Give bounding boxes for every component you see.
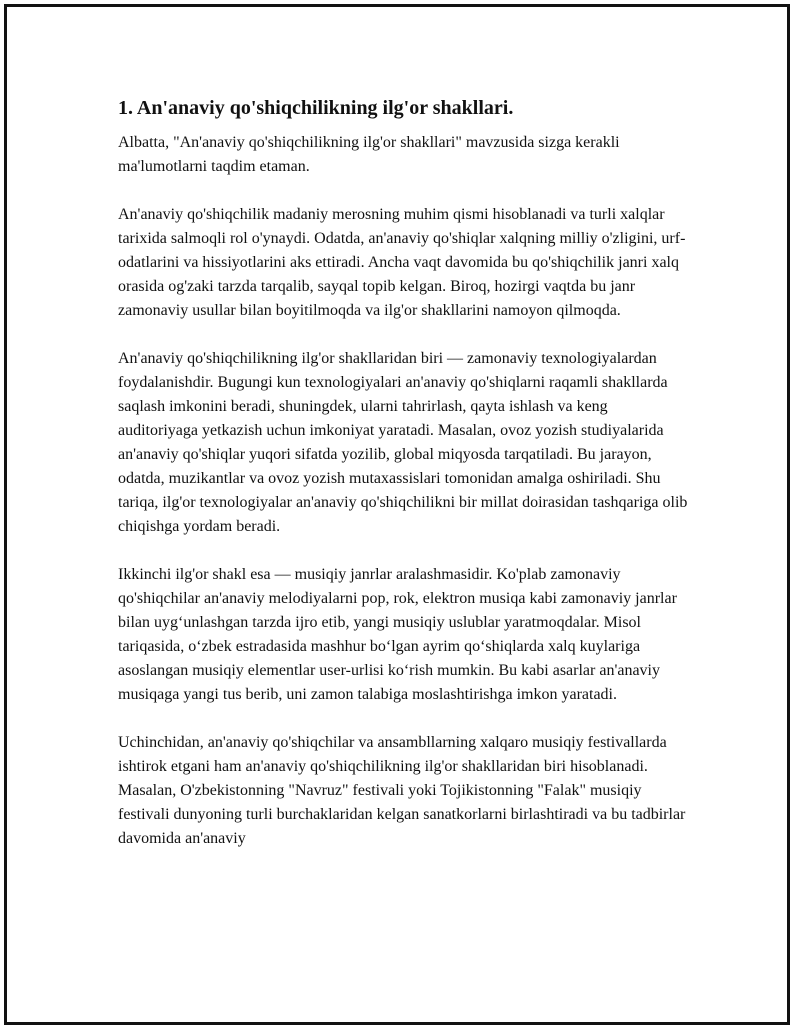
document-body — [118, 93, 688, 875]
paragraph-genre-mix: Ikkinchi ilg'or shakl esa — musiqiy janrlar aralashmasidir. Ko'plab zamonaviy qo'shiqchilar an'anaviy melodiyalarni pop, rok, elektron musiqa kabi zamonaviy janrlar bilan uyg‘unlashgan tarzda ijro etib, yangi musiqiy uslublar yaratmoqdalar. Misol tariqasida, o‘zbek estradasida mashhur bo‘lgan ayrim qo‘shiqlarda xalq kuylariga asoslangan musiqiy elementlar user-urlisi ko‘rish mumkin. Bu kabi asarlar an'anaviy musiqaga yangi tus berib, uni zamon talabiga moslashtirishga imkon yaratadi. — [118, 566, 677, 703]
paragraph-tradition: An'anaviy qo'shiqchilik madaniy merosning muhim qismi hisoblanadi va turli xalqlar tarixida salmoqli rol o'ynaydi. Odatda, an'anaviy qo'shiqlar xalqning milliy o'zligini, urf-odatlarini va hissiyotlarini aks ettiradi. Ancha vaqt davomida bu qo'shiqchilik janri xalq orasida og'zaki tarzda tarqalib, sayqal topib kelgan. Biroq, hozirgi vaqtda bu janr zamonaviy usullar bilan boyitilmoqda va ilg'or shakllarini namoyon qilmoqda. — [118, 206, 686, 319]
paragraph-festivals: Uchinchidan, an'anaviy qo'shiqchilar va ansambllarning xalqaro musiqiy festivallarda ishtirok etgani ham an'anaviy qo'shiqchilikning ilg'or shakllaridan biri hisoblanadi. Masalan, O'zbekistonning "Navruz" festivali yoki Tojikistonning "Falak" musiqiy festivali dunyoning turli burchaklaridan kelgan sanatkorlarni birlashtiradi va bu tadbirlar davomida an'anaviy — [118, 734, 686, 847]
document-title: 1. An'anaviy qo'shiqchilikning ilg'or shakllari. — [118, 97, 514, 119]
paragraph-intro: Albatta, "An'anaviy qo'shiqchilikning ilg'or shakllari" mavzusida sizga kerakli ma'lumotlarni taqdim etaman. — [118, 134, 620, 175]
paragraph-technology: An'anaviy qo'shiqchilikning ilg'or shakllaridan biri — zamonaviy texnologiyalardan foydalanishdir. Bugungi kun texnologiyalari an'anaviy qo'shiqlarni raqamli shakllarda saqlash imkonini beradi, shuningdek, ularni tahrirlash, qayta ishlash va keng auditoriyaga yetkazish uchun imkoniyat yaratadi. Masalan, ovoz yozish studiyalarida an'anaviy qo'shiqlar yuqori sifatda yozilib, global miqyosda tarqatiladi. Bu jarayon, odatda, muzikantlar va ovoz yozish mutaxassislari tomonidan amalga oshiriladi. Shu tariqa, ilg'or texnologiyalar an'anaviy qo'shiqchilikni bir millat doirasidan tashqariga olib chiqishga yordam beradi. — [118, 350, 688, 535]
